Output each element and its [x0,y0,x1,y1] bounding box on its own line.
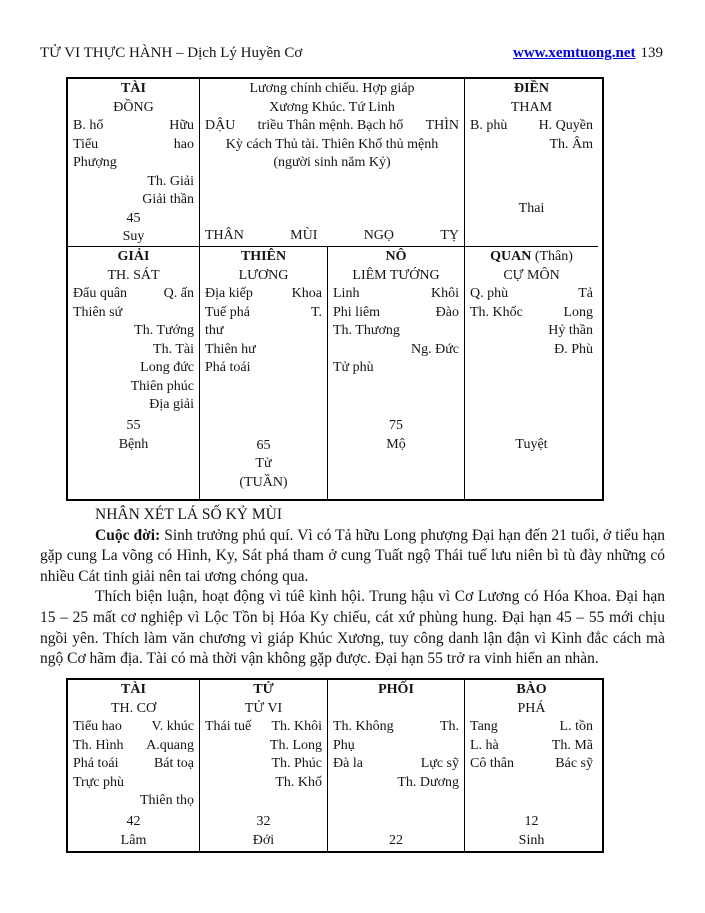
palace-star-lines [73,117,194,210]
palace-age [333,813,459,832]
star-line: Hỷ thần [548,323,593,338]
star-line: Th. Dương [397,774,459,790]
palace-stage: Bệnh [118,436,149,452]
star-line: Ng. Đức [410,341,459,357]
palace-cell-tai-dong [68,79,200,247]
star-line: Th. Khố [275,774,322,790]
star-line: Thiên thọ [139,793,194,808]
star-line: Tuế phá T. [205,304,322,320]
palace-age: 75 [389,418,403,433]
palace-age: 12 [524,814,539,829]
star-line: Linh Khôi [333,286,459,301]
palace-cell-no-liem-tuong [328,247,465,499]
palace-name: PHỐI [378,682,414,697]
star-line: L. hà Th. Mã [470,737,593,753]
star-line: Địa giải [149,397,194,412]
palace-star-lines [73,718,194,811]
bottom-branches [205,227,459,246]
star-line: Phi liêm Đào [333,304,459,320]
star-line: Đà la Lực sỹ [333,756,459,771]
site-link[interactable]: www.xemtuong.net [513,45,636,61]
star-line: Th. Không Th. [333,719,459,734]
star-line: Thiên hư [205,341,256,357]
center-line: Xương Khúc. Tứ Linh [269,99,395,115]
star-line: Phượng [73,155,117,170]
palace-star-lines [333,285,459,378]
palace-name: QUAN [490,249,532,264]
star-line: Th. Phúc [271,756,322,771]
palace-stage: Mộ [386,436,406,452]
star-line: Trực phù [73,774,125,790]
star-line: Th. Long [269,737,322,753]
star-line: Long đức [140,360,194,375]
palace-cell-tu-tuvi [200,680,328,851]
star-line: Thiên sứ [73,304,123,320]
palace-age: 55 [126,418,141,433]
palace-cell-phoi [328,680,465,851]
palace-main-star: TỬ VI [244,700,283,716]
star-line: Th. Khốc Long [470,304,593,320]
palace-cell-bao-pha [465,680,598,851]
palace-main-star: LIÊM TƯỚNG [352,267,440,283]
palace-main-star: ĐỒNG [113,99,154,115]
star-line: Tiểu hao [73,136,194,152]
palace-main-star: TH. SÁT [107,267,160,283]
book-title: TỬ VI THỰC HÀNH – Dịch Lý Huyền Cơ [40,45,303,61]
center-line: triều Thân mệnh. Bạch hổ [257,118,404,133]
star-line: Th. Giải [147,173,194,189]
palace-extra: (TUẦN) [239,474,288,490]
palace-age: 65 [256,437,271,453]
palace-star-lines [470,285,593,359]
palace-cell-tai-co [68,680,200,851]
star-line: Thiên phúc [130,378,194,394]
star-line: Th. Tướng [134,323,194,338]
palace-name: BÀO [516,682,547,697]
palace-star-lines [470,117,593,154]
star-line: Cô thân Bác sỹ [470,756,593,771]
branch-mui: MÙI [290,227,318,243]
palace-stage: 22 [389,832,403,848]
tuvi-chart-bottom [66,678,604,853]
palace-main-star: LƯƠNG [238,267,289,283]
analysis-paragraph-2: Thích biện luận, hoạt động vì túê kình hội. Trung hậu vì Cơ Lương có Hóa Khoa. Đại hạn 15 – 25 mất cơ nghiệp vì Lộc Tồn bị Hóa Ky chiếu, cát xứ phùng hung. Đại hạn 45 – 55 mới chịu ngồi yên. Thích làm văn chương vì giáp Khúc Xương, tuy công danh lận đận vì Kình đắc cách mà ngộ Cơ hãm địa. Tài có mà thời vận không gặp được. Đại hạn 55 trở ra vinh hiển an nhàn. [40,588,665,668]
star-line: Th. Hình A.quang [73,737,194,753]
star-line: Tử phù [333,360,374,375]
analysis-section [40,505,665,670]
palace-stage: Đới [252,832,275,848]
palace-star-lines [73,285,194,415]
center-line-branches [205,117,459,136]
page-header [40,44,663,62]
palace-stage: Sinh [518,832,545,848]
palace-main-star: THAM [510,99,553,115]
palace-cell-quan-cu-mon [465,247,598,499]
palace-age: 42 [126,814,141,829]
palace-name: TÀI [121,682,146,697]
star-line: Th. Tài [153,341,194,357]
center-line: Lương chính chiếu. Hợp giáp [249,81,415,96]
analysis-heading: NHÂN XÉT LÁ SỐ KỶ MÙI [95,506,282,523]
star-line: Phá toái Bát toạ [73,756,194,771]
palace-age [470,181,593,200]
palace-star-lines [470,718,593,774]
paragraph-lead: Cuộc đời: [95,526,161,544]
header-right [513,44,663,62]
star-line: Tiểu hao V. khúc [73,719,194,734]
palace-star-lines [333,718,459,792]
palace-name: TỬ [253,682,274,697]
star-line: thư [205,323,224,338]
palace-cell-thien-luong [200,247,328,499]
star-line: Phá toái [205,360,251,375]
palace-main-star [333,700,459,719]
star-line: Th. Âm [549,136,593,152]
center-line: Kỳ cách Thủ tài. Thiên Khố thủ mệnh [225,136,439,152]
palace-name-note: (Thân) [531,249,573,264]
palace-stage: Tuyệt [515,436,548,452]
star-line: Thái tuế Th. Khôi [205,719,322,734]
analysis-paragraph-1: Cuộc đời: Sinh trưởng phú quí. Vì có Tả hữu Long phượng Đại hạn đến 21 tuổi, ở tiểu hạn gặp cung La võng có Hình, Ky, Sát phá tham ở cung Tuất ngộ Thái tuế lưu niên bì tù đày những có nhiều Cát tinh giải nên tai ương chóng qua. [40,526,665,585]
star-line: Tang L. tồn [470,719,593,734]
palace-name: THIÊN [240,249,287,264]
branch-ngo: NGỌ [363,227,395,243]
palace-cell-dien-tham [465,79,598,247]
palace-name: GIẢI [117,249,150,264]
star-line: Địa kiếp Khoa [205,286,322,301]
star-line: B. hổ Hữu [73,118,194,133]
palace-stage: Suy [122,229,145,244]
palace-name: NÔ [385,249,407,264]
palace-star-lines [205,285,322,378]
star-line: Đ. Phù [554,341,593,357]
star-line: Giải thần [142,192,194,207]
center-line: (người sinh năm Kỷ) [273,155,391,170]
chart-center-cell [200,79,465,247]
star-line: Phụ [333,737,355,753]
star-line: Đẩu quân Q. ấn [73,286,194,301]
branch-than: THÂN [205,227,244,243]
palace-star-lines [205,718,322,792]
page-number: 139 [640,45,663,61]
star-line: B. phù H. Quyền [470,118,593,133]
branch-ty: TỴ [440,227,459,243]
palace-stage: Thai [518,200,545,216]
tuvi-chart-top [66,77,604,501]
branch-dau: DẬU [205,118,236,133]
palace-stage: Tử [255,456,272,471]
palace-main-star: TH. CƠ [110,700,157,716]
palace-main-star: CỰ MÔN [503,267,560,283]
palace-name: ĐIỀN [513,81,549,96]
palace-age [470,417,593,436]
palace-main-star: PHÁ [517,700,546,716]
palace-age: 32 [256,814,271,829]
star-line: Q. phù Tả [470,286,593,301]
palace-name: TÀI [121,81,146,96]
palace-stage: Lâm [120,832,147,848]
palace-age: 45 [126,210,141,226]
branch-thin: THÌN [425,118,459,133]
star-line: Th. Thương [333,323,400,338]
palace-cell-giai-sat [68,247,200,499]
